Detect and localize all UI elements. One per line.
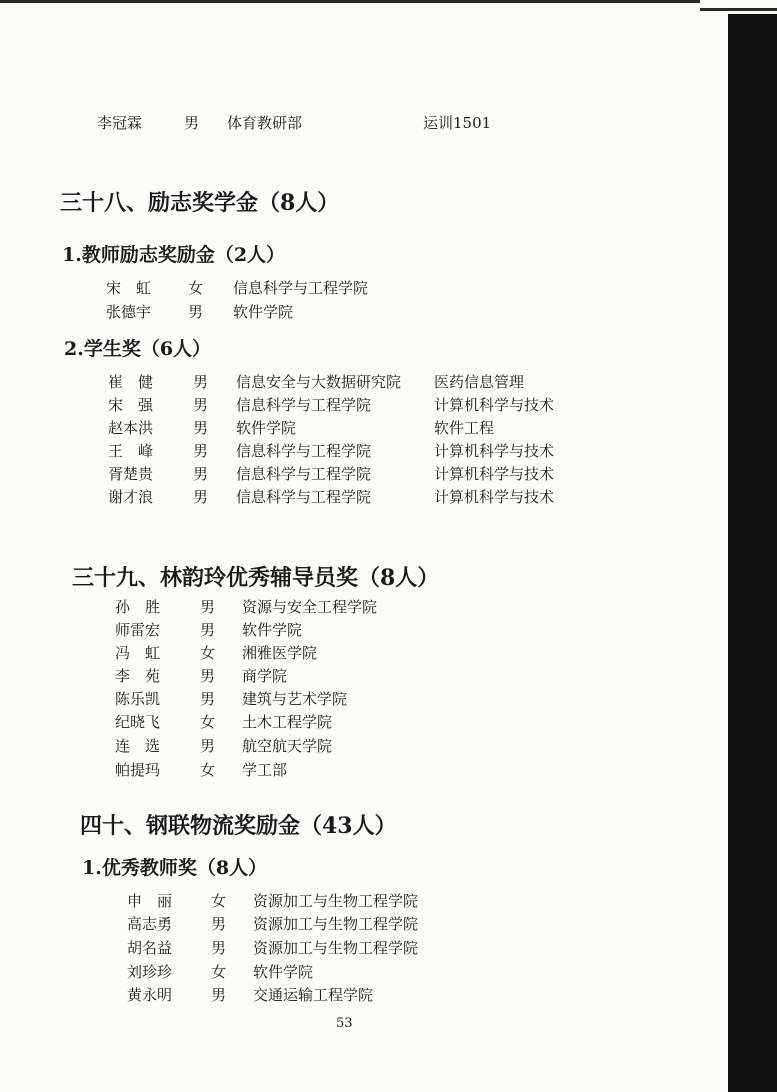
major: 医药信息管理: [434, 373, 525, 391]
name: 宋 虹: [106, 279, 152, 297]
name: 师雷宏: [115, 621, 161, 639]
section-title: 四十、钢联物流奖励金（43人）: [80, 813, 397, 839]
page-number: 53: [336, 1016, 353, 1031]
gender: 男: [193, 488, 209, 506]
dept: 土木工程学院: [242, 713, 333, 731]
name: 谢才浪: [108, 488, 154, 506]
name: 刘珍珍: [127, 963, 173, 981]
gender: 女: [188, 279, 204, 297]
gender: 女: [211, 963, 227, 981]
name: 赵本洪: [108, 419, 154, 437]
dept: 信息科学与工程学院: [233, 279, 369, 297]
name: 纪晓飞: [115, 713, 161, 731]
name: 冯 虹: [115, 644, 161, 662]
dept: 资源加工与生物工程学院: [253, 939, 419, 957]
dept: 信息科学与工程学院: [236, 465, 372, 483]
name: 王 峰: [108, 442, 154, 460]
name: 陈乐凯: [115, 690, 161, 708]
class: 运训1501: [423, 114, 492, 132]
gender: 男: [200, 621, 216, 639]
gender: 女: [211, 892, 227, 910]
gender: 男: [193, 465, 209, 483]
dept: 资源加工与生物工程学院: [253, 915, 419, 933]
gender: 男: [211, 915, 227, 933]
major: 计算机科学与技术: [434, 396, 555, 414]
name: 宋 强: [108, 396, 154, 414]
name: 张德宇: [106, 303, 152, 321]
major: 计算机科学与技术: [434, 488, 555, 506]
dept: 资源与安全工程学院: [242, 598, 378, 616]
gender: 女: [200, 713, 216, 731]
dept: 信息科学与工程学院: [236, 396, 372, 414]
name: 李 苑: [115, 667, 161, 685]
gender: 男: [200, 737, 216, 755]
dept: 交通运输工程学院: [253, 986, 374, 1004]
subsection-title: 1.优秀教师奖（8人）: [82, 857, 268, 879]
name: 崔 健: [108, 373, 154, 391]
dept: 软件学院: [253, 963, 314, 981]
gender: 男: [193, 419, 209, 437]
dept: 学工部: [242, 761, 288, 779]
gender: 男: [193, 442, 209, 460]
major: 计算机科学与技术: [434, 465, 555, 483]
scan-edge: [728, 14, 777, 1092]
dept: 信息安全与大数据研究院: [236, 373, 402, 391]
dept: 建筑与艺术学院: [242, 690, 348, 708]
name: 胥楚贵: [108, 465, 154, 483]
dept: 信息科学与工程学院: [236, 442, 372, 460]
major: 软件工程: [434, 419, 495, 437]
name: 帕提玛: [115, 761, 161, 779]
name: 胡名益: [127, 939, 173, 957]
dept: 软件学院: [233, 303, 294, 321]
name: 黄永明: [127, 986, 173, 1004]
name: 高志勇: [127, 915, 173, 933]
gender: 男: [211, 986, 227, 1004]
gender: 男: [193, 373, 209, 391]
gender: 男: [200, 667, 216, 685]
dept: 体育教研部: [227, 114, 303, 132]
gender: 男: [184, 114, 200, 132]
name: 李冠霖: [97, 114, 143, 132]
subsection-title: 1.教师励志奖励金（2人）: [62, 244, 286, 266]
section-title: 三十九、林韵玲优秀辅导员奖（8人）: [72, 565, 440, 591]
gender: 男: [188, 303, 204, 321]
gender: 女: [200, 761, 216, 779]
dept: 航空航天学院: [242, 737, 333, 755]
gender: 男: [200, 598, 216, 616]
dept: 信息科学与工程学院: [236, 488, 372, 506]
name: 申 丽: [127, 892, 173, 910]
name: 孙 胜: [115, 598, 161, 616]
gender: 女: [200, 644, 216, 662]
section-title: 三十八、励志奖学金（8人）: [60, 190, 340, 216]
dept: 软件学院: [236, 419, 297, 437]
dept: 湘雅医学院: [242, 644, 318, 662]
dept: 软件学院: [242, 621, 303, 639]
subsection-title: 2.学生奖（6人）: [64, 338, 212, 360]
name: 连 选: [115, 737, 161, 755]
dept: 商学院: [242, 667, 288, 685]
gender: 男: [211, 939, 227, 957]
major: 计算机科学与技术: [434, 442, 555, 460]
gender: 男: [200, 690, 216, 708]
gender: 男: [193, 396, 209, 414]
dept: 资源加工与生物工程学院: [253, 892, 419, 910]
